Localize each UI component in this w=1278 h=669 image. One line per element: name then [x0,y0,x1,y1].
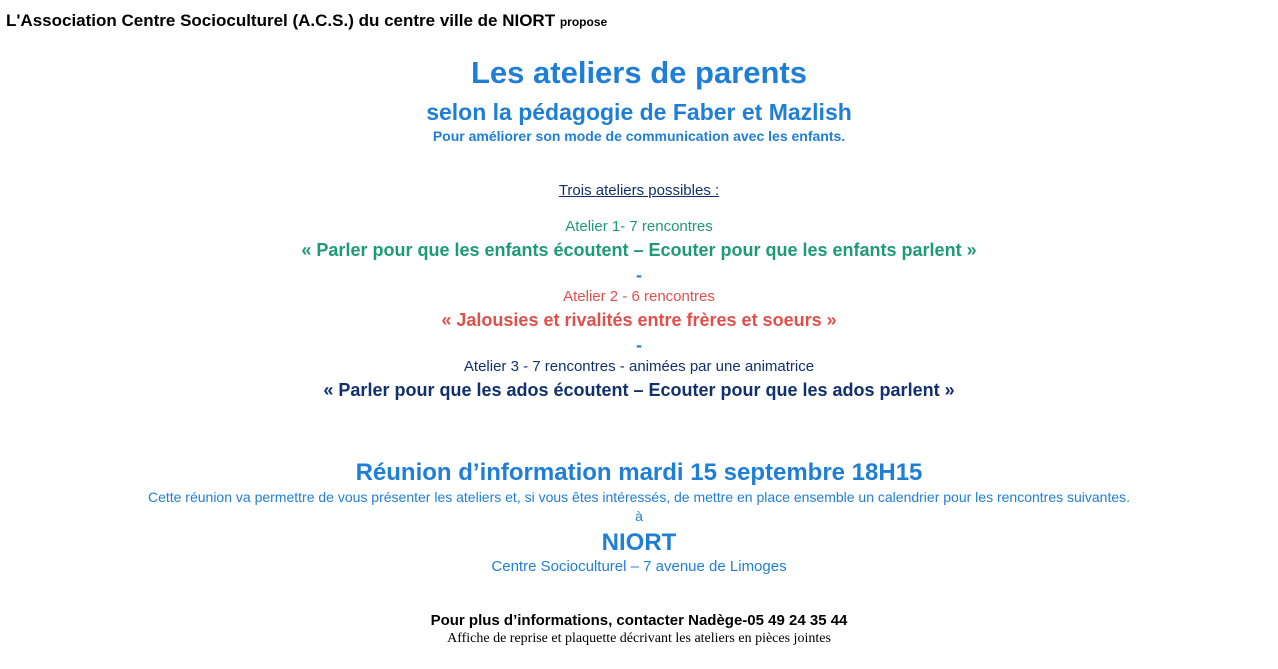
meeting-title: Réunion d’information mardi 15 septembre 18H15 [355,459,923,486]
meeting-description: Cette réunion va permettre de vous présenter les ateliers et, si vous êtes intéressés, de mettre en place ensemble un calendrier pour les rencontres suivantes. [147,489,1131,505]
meeting-at: à [635,508,643,524]
workshop-1-label: Atelier 1- 7 rencontres [565,218,713,235]
separator-2: - [636,335,642,355]
separator-1: - [636,265,642,285]
header-association: L'Association Centre Socioculturel (A.C.S.) du centre ville de NIORT [6,11,556,30]
workshop-1-name: « Parler pour que les enfants écoutent – Ecouter pour que les enfants parlent » [301,240,977,260]
workshop-2-name: « Jalousies et rivalités entre frères et soeurs » [441,310,837,330]
page-subtitle: selon la pédagogie de Faber et Mazlish [426,99,852,125]
contact-info: Pour plus d’informations, contacter Nadège-05 49 24 35 44 [430,612,848,629]
workshops-heading-text: Trois ateliers possibles : [558,182,720,199]
workshop-2-label: Atelier 2 - 6 rencontres [563,288,715,305]
workshop-3-label: Atelier 3 - 7 rencontres - animées par une animatrice [463,358,815,375]
page-tagline: Pour améliorer son mode de communication avec les enfants. [432,128,846,144]
meeting-address: Centre Socioculturel – 7 avenue de Limoges [491,558,787,575]
workshops-heading [0,182,1278,199]
meeting-city: NIORT [601,529,677,556]
workshop-3-name: « Parler pour que les ados écoutent – Ecouter pour que les ados parlent » [323,380,955,400]
attachments-note: Affiche de reprise et plaquette décrivant les ateliers en pièces jointes [447,631,831,646]
header-propose: propose [559,15,608,29]
header-line [6,11,607,31]
page-title: Les ateliers de parents [471,55,807,90]
